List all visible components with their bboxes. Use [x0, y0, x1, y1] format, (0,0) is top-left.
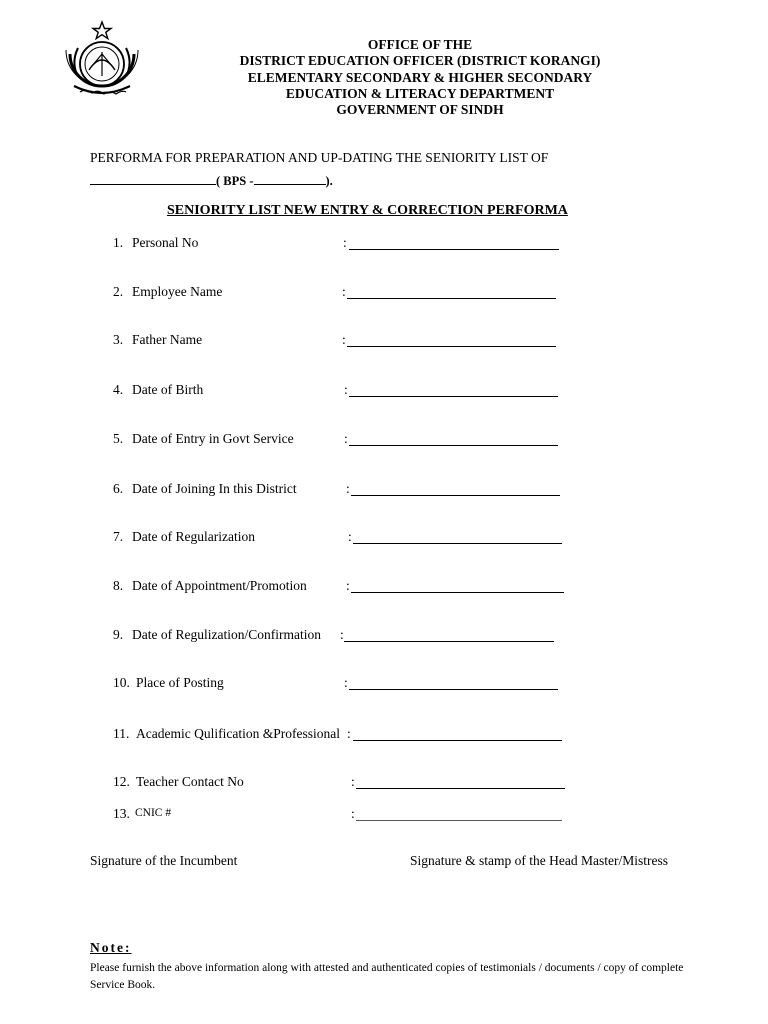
field-number: 10. [113, 675, 130, 690]
date-of-confirmation-field[interactable] [344, 641, 554, 642]
note-heading: Note: [90, 940, 132, 955]
header-line-3: ELEMENTARY SECONDARY & HIGHER SECONDARY [247, 69, 593, 85]
field-colon: : [347, 726, 351, 741]
field-label: Teacher Contact No [136, 774, 244, 789]
place-of-posting-field[interactable] [349, 689, 558, 690]
field-label: Date of Entry in Govt Service [132, 431, 294, 446]
field-colon: : [342, 332, 346, 347]
bps-open-label: ( BPS - [216, 174, 254, 188]
teacher-contact-field[interactable] [356, 788, 565, 789]
date-of-joining-field[interactable] [351, 495, 560, 496]
field-label: Father Name [132, 332, 203, 347]
list-of-blank[interactable] [90, 171, 216, 185]
header-line-4: EDUCATION & LITERACY DEPARTMENT [285, 85, 555, 101]
field-label: Date of Appointment/Promotion [132, 578, 307, 593]
signature-incumbent: Signature of the Incumbent [90, 853, 238, 868]
field-label: Date of Regulization/Confirmation [132, 627, 321, 642]
field-number: 4. [113, 382, 124, 397]
field-colon: : [343, 235, 347, 250]
field-colon: : [346, 578, 350, 593]
field-number: 6. [113, 481, 124, 496]
field-colon: : [342, 284, 346, 299]
field-label: Employee Name [132, 284, 223, 299]
field-label: Academic Qulification &Professional [136, 726, 340, 741]
employee-name-field[interactable] [347, 298, 556, 299]
field-label: Date of Birth [132, 382, 204, 397]
signature-head-master: Signature & stamp of the Head Master/Mistress [410, 853, 668, 868]
field-colon: : [351, 774, 355, 789]
field-number: 5. [113, 431, 124, 446]
date-of-appointment-field[interactable] [351, 592, 564, 593]
field-label: Personal No [132, 235, 199, 250]
header-line-5: GOVERNMENT OF SINDH [336, 102, 504, 118]
field-label: Place of Posting [136, 675, 224, 690]
cnic-field[interactable] [356, 820, 562, 821]
note-text: Please furnish the above information along with attested and authenticated copies of testimonials / documents / copy of complete Service Book. [90, 962, 684, 991]
field-colon: : [344, 382, 348, 397]
father-name-field[interactable] [347, 346, 556, 347]
date-of-entry-field[interactable] [349, 445, 558, 446]
date-of-birth-field[interactable] [349, 396, 558, 397]
field-label: CNIC # [135, 807, 172, 819]
field-number: 11. [113, 726, 130, 741]
office-header [200, 37, 640, 118]
field-number: 8. [113, 578, 124, 593]
date-of-regularization-field[interactable] [353, 543, 562, 544]
field-colon: : [340, 627, 344, 642]
bps-line [90, 171, 333, 189]
academic-qualification-field[interactable] [353, 740, 562, 741]
bps-close-label: ). [325, 174, 333, 188]
form-title: SENIORITY LIST NEW ENTRY & CORRECTION PERFORMA [167, 203, 568, 218]
field-label: Date of Regularization [132, 529, 255, 544]
field-colon: : [346, 481, 350, 496]
field-number: 12. [113, 774, 130, 789]
field-number: 9. [113, 627, 124, 642]
field-colon: : [351, 806, 355, 821]
field-number: 1. [113, 235, 124, 250]
header-line-1: OFFICE OF THE [367, 37, 473, 52]
field-number: 3. [113, 332, 124, 347]
field-number: 2. [113, 284, 124, 299]
field-colon: : [348, 529, 352, 544]
performa-description: PERFORMA FOR PREPARATION AND UP-DATING THE SENIORITY LIST OF [90, 150, 549, 165]
field-number: 13. [113, 806, 130, 821]
personal-no-field[interactable] [349, 249, 559, 250]
field-colon: : [344, 675, 348, 690]
header-line-2: DISTRICT EDUCATION OFFICER (DISTRICT KORANGI) [239, 53, 601, 69]
government-seal-icon [56, 20, 148, 102]
bps-blank[interactable] [254, 171, 326, 185]
field-number: 7. [113, 529, 124, 544]
field-colon: : [344, 431, 348, 446]
field-label: Date of Joining In this District [132, 481, 297, 496]
